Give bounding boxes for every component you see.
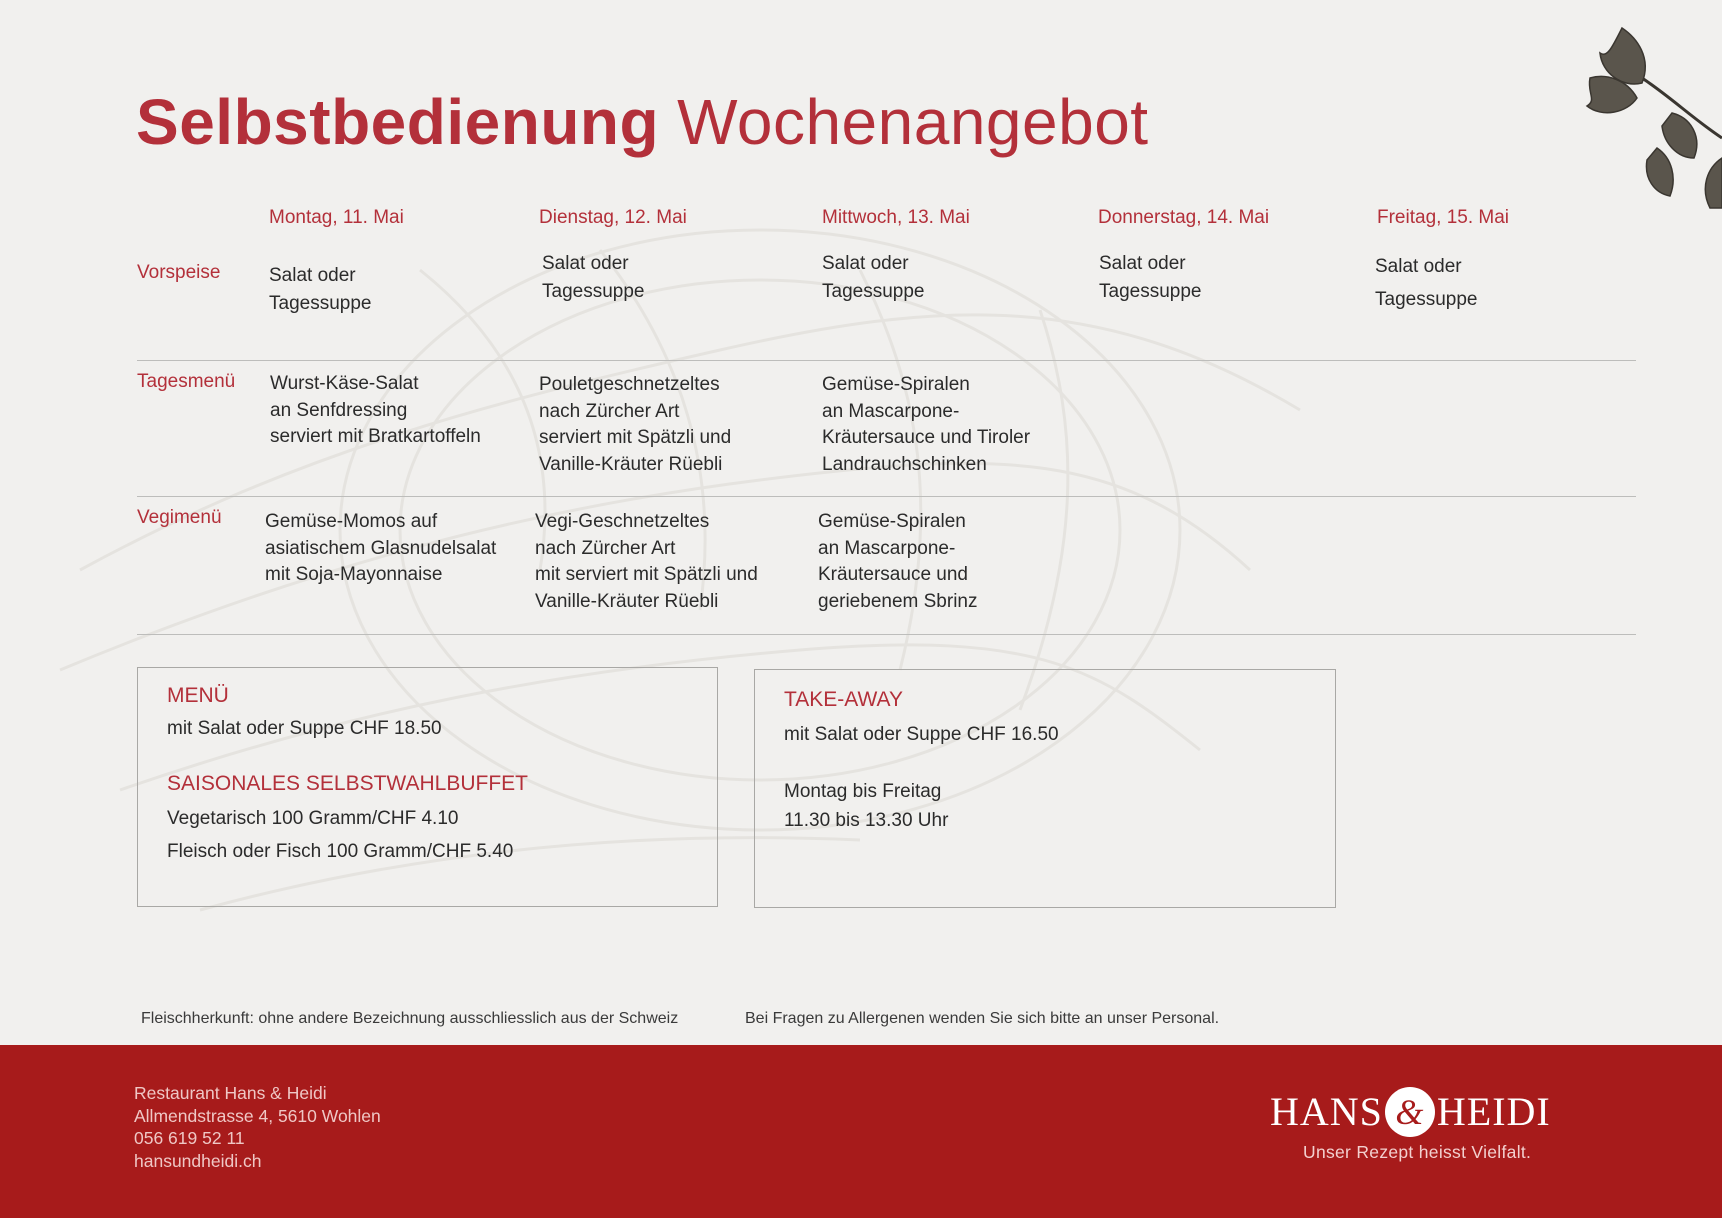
takeaway-hours: 11.30 bis 13.30 Uhr <box>784 810 949 831</box>
buffet-vegetarian-price: Vegetarisch 100 Gramm/CHF 4.10 <box>167 808 459 829</box>
divider <box>137 360 1636 361</box>
vegimenu-monday: Gemüse-Momos auf asiatischem Glasnudelsalat mit Soja-Mayonnaise <box>265 511 497 585</box>
day-header-thursday: Donnerstag, 14. Mai <box>1098 207 1270 228</box>
restaurant-address <box>134 1082 381 1172</box>
tagesmenu-tuesday: Pouletgeschnetzeltes nach Zürcher Art serviert mit Spätzli und Vanille-Kräuter Rüebli <box>539 374 732 475</box>
day-header-monday: Montag, 11. Mai <box>269 207 404 228</box>
tagesmenu-wednesday: Gemüse-Spiralen an Mascarpone- Kräutersauce und Tiroler Landrauchschinken <box>822 374 1031 475</box>
footer <box>0 1045 1722 1218</box>
menu-price: mit Salat oder Suppe CHF 18.50 <box>167 718 442 739</box>
vorspeise-wednesday: Salat oder Tagessuppe <box>822 253 925 302</box>
logo-right: HEIDI <box>1436 1089 1551 1134</box>
logo-left: HANS <box>1270 1089 1383 1134</box>
takeaway-box <box>754 669 1336 908</box>
restaurant-phone[interactable]: 056 619 52 11 <box>134 1128 245 1148</box>
buffet-heading: SAISONALES SELBSTWAHLBUFFET <box>167 772 528 795</box>
buffet-meat-price: Fleisch oder Fisch 100 Gramm/CHF 5.40 <box>167 841 514 862</box>
vorspeise-thursday: Salat oder Tagessuppe <box>1099 253 1202 302</box>
menu-heading: MENÜ <box>167 684 229 707</box>
logo-ampersand-icon: & <box>1385 1087 1435 1137</box>
divider <box>137 634 1636 635</box>
logo-wordmark <box>1270 1087 1590 1137</box>
takeaway-heading: TAKE-AWAY <box>784 688 904 711</box>
restaurant-website-link[interactable]: hansundheidi.ch <box>134 1150 262 1171</box>
day-header-tuesday: Dienstag, 12. Mai <box>539 207 687 228</box>
logo-tagline: Unser Rezept heisst Vielfalt. <box>1303 1142 1532 1162</box>
vegimenu-wednesday: Gemüse-Spiralen an Mascarpone- Kräutersauce und geriebenem Sbrinz <box>818 511 978 612</box>
row-label-vorspeise: Vorspeise <box>137 262 221 283</box>
title-light: Wochenangebot <box>677 86 1149 158</box>
takeaway-price: mit Salat oder Suppe CHF 16.50 <box>784 724 1059 745</box>
takeaway-days: Montag bis Freitag <box>784 781 942 802</box>
restaurant-name: Restaurant Hans & Heidi <box>134 1083 327 1103</box>
row-label-tagesmenu: Tagesmenü <box>137 371 236 392</box>
tagesmenu-monday: Wurst-Käse-Salat an Senfdressing serviert mit Bratkartoffeln <box>270 373 481 447</box>
day-header-wednesday: Mittwoch, 13. Mai <box>822 207 970 228</box>
vorspeise-friday: Salat oder Tagessuppe <box>1375 256 1478 310</box>
oak-branch-icon <box>1582 18 1722 218</box>
day-header-friday: Freitag, 15. Mai <box>1377 207 1509 228</box>
hans-heidi-logo <box>1270 1087 1590 1162</box>
page-title <box>136 82 1149 162</box>
vorspeise-tuesday: Salat oder Tagessuppe <box>542 253 645 302</box>
vegimenu-tuesday: Vegi-Geschnetzeltes nach Zürcher Art mit serviert mit Spätzli und Vanille-Kräuter Rüebli <box>535 511 758 612</box>
menu-price-box <box>137 667 718 907</box>
vorspeise-monday: Salat oder Tagessuppe <box>269 265 372 314</box>
row-label-vegimenu: Vegimenü <box>137 507 222 528</box>
title-bold: Selbstbedienung <box>136 86 660 158</box>
divider <box>137 496 1636 497</box>
restaurant-street: Allmendstrasse 4, 5610 Wohlen <box>134 1105 381 1126</box>
meat-origin-note: Fleischherkunft: ohne andere Bezeichnung ausschliesslich aus der Schweiz <box>141 1010 679 1027</box>
allergen-note: Bei Fragen zu Allergenen wenden Sie sich bitte an unser Personal. <box>745 1010 1220 1027</box>
